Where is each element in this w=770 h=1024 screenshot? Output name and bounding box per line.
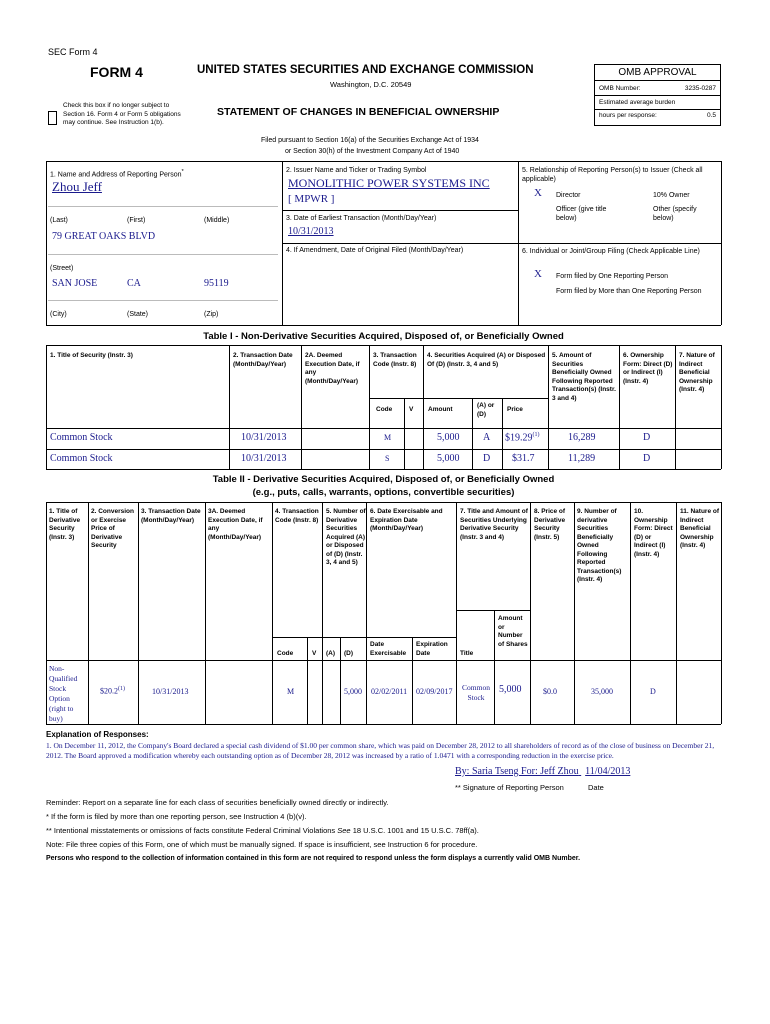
- t2-underlying-title: Common Stock: [462, 683, 490, 702]
- t1-r1-owned: 16,289: [568, 432, 596, 443]
- t2-sub-date-exercisable: Date Exercisable: [370, 641, 407, 657]
- one-reporting-person-label: Form filed by One Reporting Person: [556, 273, 669, 280]
- state-label: (State): [127, 311, 149, 318]
- t1-r1-amount: 5,000: [437, 432, 460, 443]
- reporting-person-name: Zhou Jeff: [52, 179, 102, 194]
- state-value: CA: [127, 278, 141, 289]
- t1-r2-price: $31.7: [512, 453, 535, 464]
- t1-r1-form: D: [643, 432, 651, 443]
- box5-label: 5. Relationship of Reporting Person(s) to Issuer (Check all applicable): [522, 167, 703, 183]
- t2-sub-a: (A): [326, 650, 336, 657]
- t2-sub-code: Code: [277, 650, 294, 657]
- t2-date: 10/31/2013: [152, 687, 189, 696]
- t2-form: D: [650, 687, 656, 696]
- table1-title: Table I - Non-Derivative Securities Acquired, Disposed of, or Beneficially Owned: [203, 331, 564, 342]
- t1-r2-title: Common Stock: [50, 453, 113, 464]
- signature-label: ** Signature of Reporting Person: [455, 783, 564, 792]
- t2-price: [100, 686, 125, 696]
- t2-sub-d: (D): [344, 650, 354, 657]
- t2-price-note: (1): [118, 686, 125, 692]
- table2-subtitle: (e.g., puts, calls, warrants, options, convertible securities): [252, 487, 515, 498]
- t2-h9: 9. Number of derivative Securities Beneficially Owned Following Reported Transaction(s) (Instr. 4): [577, 508, 622, 583]
- t2-h3a: 3A. Deemed Execution Date, if any (Month/Day/Year): [208, 508, 263, 541]
- t1-r1-title: Common Stock: [50, 432, 113, 443]
- t1-sub-ad: (A) or (D): [477, 402, 495, 418]
- city-value: SAN JOSE: [52, 278, 98, 289]
- t1-h7: 7. Nature of Indirect Beneficial Ownership (Instr. 4): [679, 352, 715, 393]
- more-reporting-persons-label: Form filed by More than One Reporting Person: [556, 288, 702, 295]
- statement-title: STATEMENT OF CHANGES IN BENEFICIAL OWNERSHIP: [217, 106, 500, 118]
- zip-value: 95119: [204, 278, 229, 289]
- t2-owned: 35,000: [591, 687, 613, 696]
- street-value: 79 GREAT OAKS BLVD: [52, 231, 156, 242]
- middle-label: (Middle): [204, 217, 230, 224]
- footer-note4: Persons who respond to the collection of information contained in this form are not required to respond unless the form displays a currently valid OMB Number.: [46, 855, 581, 862]
- last-label: (Last): [50, 217, 68, 224]
- signature-date: 11/04/2013: [585, 766, 631, 777]
- zip-label: (Zip): [204, 311, 219, 318]
- t1-sub-price: Price: [507, 406, 523, 413]
- box1-label: [50, 168, 184, 179]
- t1-r1-code: M: [384, 433, 392, 442]
- t1-h1: 1. Title of Security (Instr. 3): [50, 352, 133, 359]
- t2-disposed: 5,000: [344, 687, 362, 696]
- t2-h7: 7. Title and Amount of Securities Underlying Derivative Security (Instr. 3 and 4): [460, 508, 528, 541]
- t2-sub-expiration: Expiration Date: [416, 641, 448, 657]
- t1-r2-ad: D: [483, 453, 491, 464]
- signature-value: [455, 766, 630, 777]
- filed-pursuant-line2: or Section 30(h) of the Investment Company Act of 1940: [285, 148, 460, 155]
- t1-sub-code: Code: [376, 406, 393, 413]
- ten-percent-owner-label: 10% Owner: [653, 192, 690, 199]
- box1-label-text: 1. Name and Address of Reporting Person: [50, 171, 182, 179]
- signature-name: By: Saria Tseng For: Jeff Zhou: [455, 766, 579, 777]
- t1-r2-date: 10/31/2013: [241, 453, 287, 464]
- t1-sub-v: V: [409, 406, 414, 413]
- filed-pursuant-line1: Filed pursuant to Section 16(a) of the Securities Exchange Act of 1934: [261, 137, 479, 144]
- signature-date-label: Date: [588, 783, 604, 792]
- t1-r2-amount: 5,000: [437, 453, 460, 464]
- t1-h2a: 2A. Deemed Execution Date, if any (Month/Day/Year): [305, 352, 360, 385]
- issuer-name: MONOLITHIC POWER SYSTEMS INC: [288, 176, 490, 190]
- t2-h6: 6. Date Exercisable and Expiration Date (Month/Day/Year): [370, 508, 443, 532]
- form-title: FORM 4: [90, 64, 143, 80]
- t2-expiration: 02/09/2017: [416, 687, 453, 696]
- t1-r2-code: S: [385, 454, 390, 463]
- table2-title: Table II - Derivative Securities Acquired, Disposed of, or Beneficially Owned: [212, 474, 555, 485]
- t1-r1-ad: A: [483, 432, 491, 443]
- box2-label: 2. Issuer Name and Ticker or Trading Symbol: [286, 167, 427, 174]
- footer-note3: Note: File three copies of this Form, one of which must be manually signed. If space is insufficient, see Instruction 6 for procedure.: [46, 840, 478, 849]
- t2-derivative-price: $0.0: [543, 687, 557, 696]
- t2-price-value: $20.2: [100, 686, 118, 696]
- street-label: (Street): [50, 265, 74, 272]
- t1-r2-owned: 11,289: [568, 453, 596, 464]
- footer-note1: * If the form is filed by more than one reporting person, see Instruction 4 (b)(v).: [46, 812, 307, 821]
- no-longer-subject-checkbox[interactable]: [48, 111, 57, 125]
- t1-r2-form: D: [643, 453, 651, 464]
- commission-location: Washington, D.C. 20549: [330, 80, 412, 89]
- issuer-ticker: [ MPWR ]: [288, 193, 335, 205]
- one-reporting-person-check[interactable]: X: [534, 268, 542, 280]
- t2-h2: 2. Conversion or Exercise Price of Derivative Security: [91, 508, 134, 549]
- footer-note2: [46, 826, 479, 835]
- explanation-text: 1. On December 11, 2012, the Company's Board declared a special cash dividend of $1.00 per common share, which was paid on December 28, 2012 to all shareholders of record as of the close of business on December 21, 2012. The Board approved a modification whereby each outstanding option as of December 28, 2012 was increased by a ratio of 1.0471 with a corresponding reduction in the exercise price.: [46, 741, 715, 760]
- t2-h11: 11. Nature of Indirect Beneficial Ownership (Instr. 4): [680, 508, 720, 549]
- t1-h4: 4. Securities Acquired (A) or Disposed Of (D) (Instr. 3, 4 and 5): [427, 352, 546, 368]
- t2-h8: 8. Price of Derivative Security (Instr. 5): [534, 508, 566, 541]
- t2-h4: 4. Transaction Code (Instr. 8): [275, 508, 319, 524]
- director-label: Director: [556, 192, 581, 199]
- t1-r1-price-value: $19.29: [505, 432, 533, 444]
- no-longer-subject-text: Check this box if no longer subject to Section 16. Form 4 or Form 5 obligations may continue. See Instruction 1(b).: [63, 102, 181, 126]
- director-check[interactable]: X: [534, 187, 542, 199]
- officer-label: Officer (give title below): [556, 206, 607, 222]
- t2-exercisable: 02/02/2011: [371, 687, 408, 696]
- omb-hours-label: hours per response:: [599, 112, 657, 119]
- box6-label: 6. Individual or Joint/Group Filing (Check Applicable Line): [522, 248, 700, 255]
- omb-hours-value: 0.5: [706, 112, 716, 119]
- t2-underlying-amount: 5,000: [499, 684, 522, 695]
- omb-approval-box: [594, 64, 721, 126]
- t2-sub-amount: Amount or Number of Shares: [498, 615, 528, 648]
- earliest-transaction-date: 10/31/2013: [288, 226, 334, 237]
- other-label: Other (specify below): [653, 206, 697, 222]
- footer-note2-see: See: [337, 826, 351, 835]
- t2-h1: 1. Title of Derivative Security (Instr. 3): [49, 508, 81, 541]
- t1-h2: 2. Transaction Date (Month/Day/Year): [233, 352, 293, 368]
- omb-number-label: OMB Number:: [599, 85, 641, 92]
- t2-sub-v: V: [312, 650, 317, 657]
- box3-label: 3. Date of Earliest Transaction (Month/Day/Year): [286, 215, 437, 222]
- omb-approval-title: OMB APPROVAL: [595, 65, 720, 81]
- box4-label: 4. If Amendment, Date of Original Filed (Month/Day/Year): [286, 247, 464, 254]
- footer-reminder: Reminder: Report on a separate line for each class of securities beneficially owned directly or indirectly.: [46, 798, 389, 807]
- t1-r1-date: 10/31/2013: [241, 432, 287, 443]
- t2-title: Non-Qualified Stock Option (right to buy): [49, 664, 78, 723]
- commission-title: UNITED STATES SECURITIES AND EXCHANGE COMMISSION: [197, 64, 534, 76]
- t1-h3: 3. Transaction Code (Instr. 8): [373, 352, 417, 368]
- t1-r1-price-note: (1): [532, 432, 540, 438]
- t1-h5: 5. Amount of Securities Beneficially Owned Following Reported Transaction(s) (Instr. 3 and 4): [552, 352, 616, 402]
- t1-sub-amount: Amount: [428, 406, 453, 413]
- explanation-title: Explanation of Responses:: [46, 730, 149, 739]
- t2-code: M: [287, 687, 295, 696]
- t2-h10: 10. Ownership Form: Direct (D) or Indirect (I) (Instr. 4): [634, 508, 673, 558]
- footer-note2-b: 18 U.S.C. 1001 and 15 U.S.C. 78ff(a).: [350, 826, 479, 835]
- first-label: (First): [127, 217, 146, 224]
- t2-sub-title: Title: [460, 650, 474, 657]
- t1-r1-price: [505, 432, 540, 443]
- t1-h6: 6. Ownership Form: Direct (D) or Indirect (I) (Instr. 4): [623, 352, 673, 385]
- box1-label-mark: *: [181, 169, 184, 175]
- sec-form-label: SEC Form 4: [48, 47, 98, 57]
- omb-number-value: 3235-0287: [684, 85, 716, 92]
- t2-h5: 5. Number of Derivative Securities Acquired (A) or Disposed of (D) (Instr. 3, 4 and 5): [326, 508, 366, 566]
- t2-h3: 3. Transaction Date (Month/Day/Year): [141, 508, 201, 524]
- city-label: (City): [50, 311, 67, 318]
- footer-note2-a: ** Intentional misstatements or omissions of facts constitute Federal Criminal Violations: [46, 826, 338, 835]
- omb-burden-label: Estimated average burden: [599, 99, 676, 106]
